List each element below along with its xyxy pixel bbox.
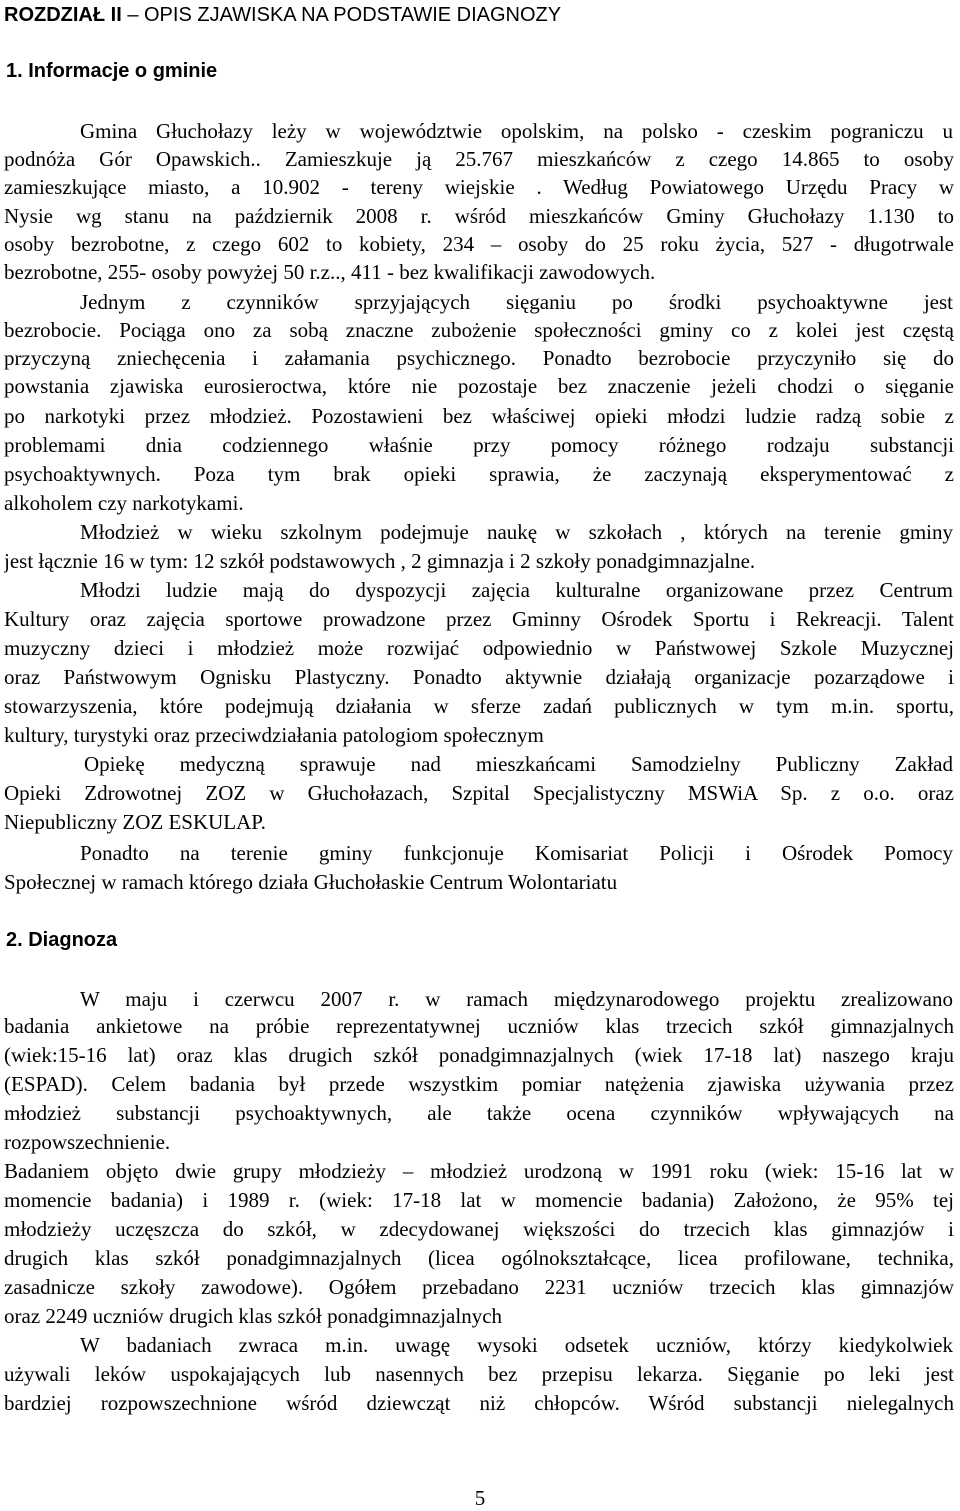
paragraph-line: alkoholem czy narkotykami. (4, 491, 244, 515)
section-heading-1: 1. Informacje o gminie (6, 60, 218, 82)
paragraph-line: stowarzyszenia, które podejmują działania w sferze zadań publicznych w tym m.in. sportu, (4, 694, 954, 718)
section-heading-2: 2. Diagnoza (6, 929, 118, 951)
paragraph-line: kultury, turystyki oraz przeciwdziałania patologiom społecznym (4, 723, 544, 747)
paragraph-line: przyczyną zniechęcenia i załamania psychicznego. Ponadto bezrobocie przyczyniło się do (4, 346, 954, 370)
chapter-title: – OPIS ZJAWISKA NA PODSTAWIE DIAGNOZY (121, 4, 562, 26)
paragraph-line: osoby bezrobotne, z czego 602 to kobiety, 234 – osoby do 25 roku życia, 527 - długotrwale (4, 232, 954, 256)
paragraph-line: Nysie wg stanu na październik 2008 r. wśród mieszkańców Gminy Głuchołazy 1.130 to (4, 204, 954, 228)
paragraph-line: używali leków uspokajających lub nasennych bez przepisu lekarza. Sięganie po leki jest (4, 1362, 954, 1386)
paragraph-line: bezrobotne, 255- osoby powyżej 50 r.z.., 411 - bez kwalifikacji zawodowych. (4, 260, 656, 284)
paragraph-line: psychoaktywnych. Poza tym brak opieki sprawia, że zaczynają eksperymentować z (4, 462, 954, 486)
paragraph-line: Opieki Zdrowotnej ZOZ w Głuchołazach, Szpital Specjalistyczny MSWiA Sp. z o.o. oraz (4, 781, 954, 805)
chapter-number: ROZDZIAŁ II (4, 4, 122, 26)
paragraph-line: powstania zjawiska eurosieroctwa, które nie pozostaje bez znaczenie jeżeli chodzi o sięganie (4, 374, 954, 398)
paragraph-line: Młodzież w wieku szkolnym podejmuje naukę w szkołach , których na terenie gminy (80, 520, 953, 544)
paragraph-line: Niepubliczny ZOZ ESKULAP. (4, 810, 266, 834)
paragraph-line: (wiek:15-16 lat) oraz klas drugich szkół ponadgimnazjalnych (wiek 17-18 lat) naszego kraju (4, 1043, 954, 1067)
paragraph-line: zasadnicze szkoły zawodowe). Ogółem przebadano 2231 uczniów trzecich klas gimnazjów (4, 1275, 954, 1299)
paragraph-line: badania ankietowe na próbie reprezentatywnej uczniów klas trzecich szkół gimnazjalnych (4, 1014, 954, 1038)
paragraph-line: drugich klas szkół ponadgimnazjalnych (licea ogólnokształcące, licea profilowane, technika, (4, 1246, 954, 1270)
paragraph-line: (ESPAD). Celem badania był przede wszystkim pomiar natężenia zjawiska używania przez (4, 1072, 954, 1096)
paragraph-line: oraz 2249 uczniów drugich klas szkół ponadgimnazjalnych (4, 1304, 503, 1328)
paragraph-line: problemami dnia codziennego właśnie przy pomocy różnego rodzaju substancji (4, 433, 954, 457)
paragraph-line: Jednym z czynników sprzyjających sięganiu po środki psychoaktywne jest (80, 290, 953, 314)
paragraph-line: bezrobocie. Pociąga ono za sobą znaczne zubożenie społeczności gminy co z kolei jest częstą (4, 318, 954, 342)
paragraph-line: Gmina Głuchołazy leży w województwie opolskim, na polsko - czeskim pograniczu u (80, 119, 953, 143)
paragraph-line: Ponadto na terenie gminy funkcjonuje Komisariat Policji i Ośrodek Pomocy (80, 841, 953, 865)
paragraph-line: W maju i czerwcu 2007 r. w ramach międzynarodowego projektu zrealizowano (80, 987, 953, 1011)
paragraph-line: momencie badania) i 1989 r. (wiek: 17-18 lat w momencie badania) Założono, że 95% tej (4, 1188, 954, 1212)
paragraph-line: W badaniach zwraca m.in. uwagę wysoki odsetek uczniów, którzy kiedykolwiek (80, 1333, 953, 1357)
paragraph-line: Społecznej w ramach którego działa Głuchołaskie Centrum Wolontariatu (4, 870, 618, 894)
paragraph-line: młodzieży uczęszcza do szkół, w zdecydowanej większości do trzecich klas gimnazjów i (4, 1217, 954, 1241)
chapter-heading (4, 2, 954, 28)
page-number: 5 (474, 1486, 486, 1510)
paragraph-line: młodzież substancji psychoaktywnych, ale także ocena czynników wpływających na (4, 1101, 954, 1125)
paragraph-line: Kultury oraz zajęcia sportowe prowadzone przez Gminny Ośrodek Sportu i Rekreacji. Talent (4, 607, 954, 631)
paragraph-line: podnóża Gór Opawskich.. Zamieszkuje ją 25.767 mieszkańców z czego 14.865 to osoby (4, 147, 954, 171)
paragraph-line: jest łącznie 16 w tym: 12 szkół podstawowych , 2 gimnazja i 2 szkoły ponadgimnazjalne. (4, 549, 756, 573)
paragraph-line: zamieszkujące miasto, a 10.902 - tereny wiejskie . Według Powiatowego Urzędu Pracy w (4, 175, 954, 199)
paragraph-line: rozpowszechnienie. (4, 1130, 171, 1154)
paragraph-line: muzyczny dzieci i młodzież może rozwijać odpowiednio w Państwowej Szkole Muzycznej (4, 636, 954, 660)
paragraph-line: Młodzi ludzie mają do dyspozycji zajęcia kulturalne organizowane przez Centrum (80, 578, 953, 602)
paragraph-line: bardziej rozpowszechnione wśród dziewcząt niż chłopców. Wśród substancji nielegalnych (4, 1391, 954, 1415)
paragraph-line: Badaniem objęto dwie grupy młodzieży – młodzież urodzoną w 1991 roku (wiek: 15-16 lat w (4, 1159, 954, 1183)
paragraph-line: oraz Państwowym Ognisku Plastyczny. Ponadto aktywnie działają organizacje pozarządowe i (4, 665, 954, 689)
paragraph-line: Opiekę medyczną sprawuje nad mieszkańcami Samodzielny Publiczny Zakład (84, 752, 953, 776)
paragraph-line: po narkotyki przez młodzież. Pozostawieni bez właściwej opieki młodzi ludzie radzą sobie z (4, 404, 954, 428)
